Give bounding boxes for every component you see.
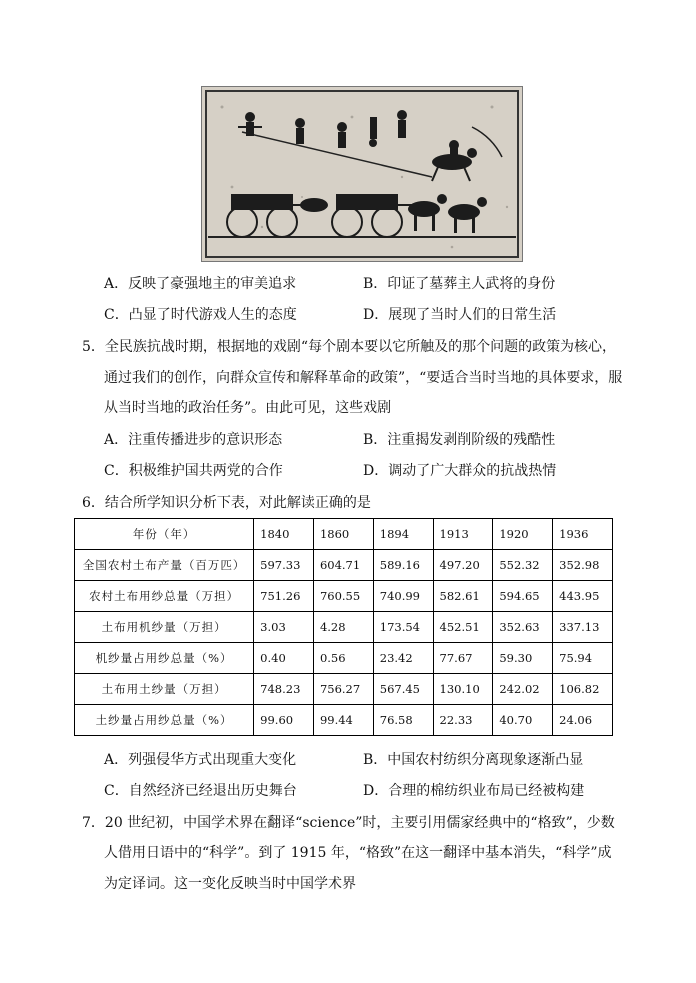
q4-option-c: C．凸显了时代游戏人生的态度 <box>104 307 297 323</box>
table-row <box>75 612 613 643</box>
table-cell: 756.27 <box>313 674 373 705</box>
q6-data-table <box>74 518 613 736</box>
table-cell: 751.26 <box>254 581 314 612</box>
table-header-cell: 年份（年） <box>75 519 254 550</box>
table-cell: 337.13 <box>553 612 613 643</box>
table-cell: 452.51 <box>433 612 493 643</box>
q5-option-d: D．调动了广大群众的抗战热情 <box>363 463 557 479</box>
table-row-label: 土布用机纱量（万担） <box>75 612 254 643</box>
q5-option-c: C．积极维护国共两党的合作 <box>104 463 283 479</box>
table-cell: 76.58 <box>373 705 433 736</box>
q5-option-a: A．注重传播进步的意识形态 <box>104 432 283 448</box>
q4-option-d: D．展现了当时人们的日常生活 <box>363 307 557 323</box>
table-row <box>75 705 613 736</box>
table-cell: 24.06 <box>553 705 613 736</box>
q5-option-b: B．注重揭发剥削阶级的残酷性 <box>363 432 556 448</box>
table-cell: 59.30 <box>493 643 553 674</box>
table-cell: 748.23 <box>254 674 314 705</box>
table-cell: 352.63 <box>493 612 553 643</box>
table-row-label: 全国农村土布产量（百万匹） <box>75 550 254 581</box>
table-row-label: 土布用土纱量（万担） <box>75 674 254 705</box>
relief-image <box>201 86 523 262</box>
table-cell: 740.99 <box>373 581 433 612</box>
q4-option-b: B．印证了墓葬主人武将的身份 <box>363 276 556 292</box>
table-cell: 0.56 <box>313 643 373 674</box>
q6-option-d: D．合理的棉纺织业布局已经被构建 <box>363 783 585 799</box>
table-row <box>75 643 613 674</box>
table-cell: 242.02 <box>493 674 553 705</box>
q7-stem-line-3: 为定译词。这一变化反映当时中国学术界 <box>104 876 356 892</box>
table-row-label: 农村土布用纱总量（万担） <box>75 581 254 612</box>
table-cell: 99.60 <box>254 705 314 736</box>
q7-stem-line-1: 7．20 世纪初，中国学术界在翻译“science”时，主要引用儒家经典中的“格致”，少数 <box>82 815 615 831</box>
table-cell: 3.03 <box>254 612 314 643</box>
table-row-label: 土纱量占用纱总量（%） <box>75 705 254 736</box>
table-cell: 4.28 <box>313 612 373 643</box>
table-cell: 594.65 <box>493 581 553 612</box>
table-cell: 604.71 <box>313 550 373 581</box>
q6-option-c: C．自然经济已经退出历史舞台 <box>104 783 297 799</box>
table-cell: 173.54 <box>373 612 433 643</box>
table-cell: 99.44 <box>313 705 373 736</box>
table-header-cell: 1894 <box>373 519 433 550</box>
table-cell: 106.82 <box>553 674 613 705</box>
q5-stem-line-2: 通过我们的创作，向群众宣传和解释革命的政策”，“要适合当时当地的具体要求，服 <box>104 370 623 386</box>
table-row <box>75 550 613 581</box>
q6-stem: 6．结合所学知识分析下表，对此解读正确的是 <box>82 495 371 511</box>
table-header-row <box>75 519 613 550</box>
table-cell: 582.61 <box>433 581 493 612</box>
table-cell: 497.20 <box>433 550 493 581</box>
table-cell: 130.10 <box>433 674 493 705</box>
q7-stem-line-2: 人借用日语中的“科学”。到了 1915 年，“格致”在这一翻译中基本消失，“科学”成 <box>104 845 612 861</box>
relief-illustration <box>202 87 522 261</box>
table-cell: 352.98 <box>553 550 613 581</box>
table-cell: 23.42 <box>373 643 433 674</box>
table-header-cell: 1840 <box>254 519 314 550</box>
q6-option-b: B．中国农村纺织分离现象逐渐凸显 <box>363 752 584 768</box>
table-row <box>75 581 613 612</box>
table-header-cell: 1913 <box>433 519 493 550</box>
table-cell: 552.32 <box>493 550 553 581</box>
q5-stem-line-3: 从当时当地的政治任务”。由此可见，这些戏剧 <box>104 400 392 416</box>
q4-option-a: A．反映了豪强地主的审美追求 <box>104 276 297 292</box>
table-cell: 597.33 <box>254 550 314 581</box>
q6-option-a: A．列强侵华方式出现重大变化 <box>104 752 297 768</box>
table-cell: 40.70 <box>493 705 553 736</box>
table-cell: 22.33 <box>433 705 493 736</box>
table-row-label: 机纱量占用纱总量（%） <box>75 643 254 674</box>
table-cell: 567.45 <box>373 674 433 705</box>
table-cell: 589.16 <box>373 550 433 581</box>
table-cell: 77.67 <box>433 643 493 674</box>
table-header-cell: 1936 <box>553 519 613 550</box>
q5-stem-line-1: 5．全民族抗战时期，根据地的戏剧“每个剧本要以它所触及的那个问题的政策为核心， <box>82 339 617 355</box>
table-cell: 0.40 <box>254 643 314 674</box>
table-row <box>75 674 613 705</box>
table-header-cell: 1860 <box>313 519 373 550</box>
table-cell: 443.95 <box>553 581 613 612</box>
table-header-cell: 1920 <box>493 519 553 550</box>
table-cell: 760.55 <box>313 581 373 612</box>
table-cell: 75.94 <box>553 643 613 674</box>
